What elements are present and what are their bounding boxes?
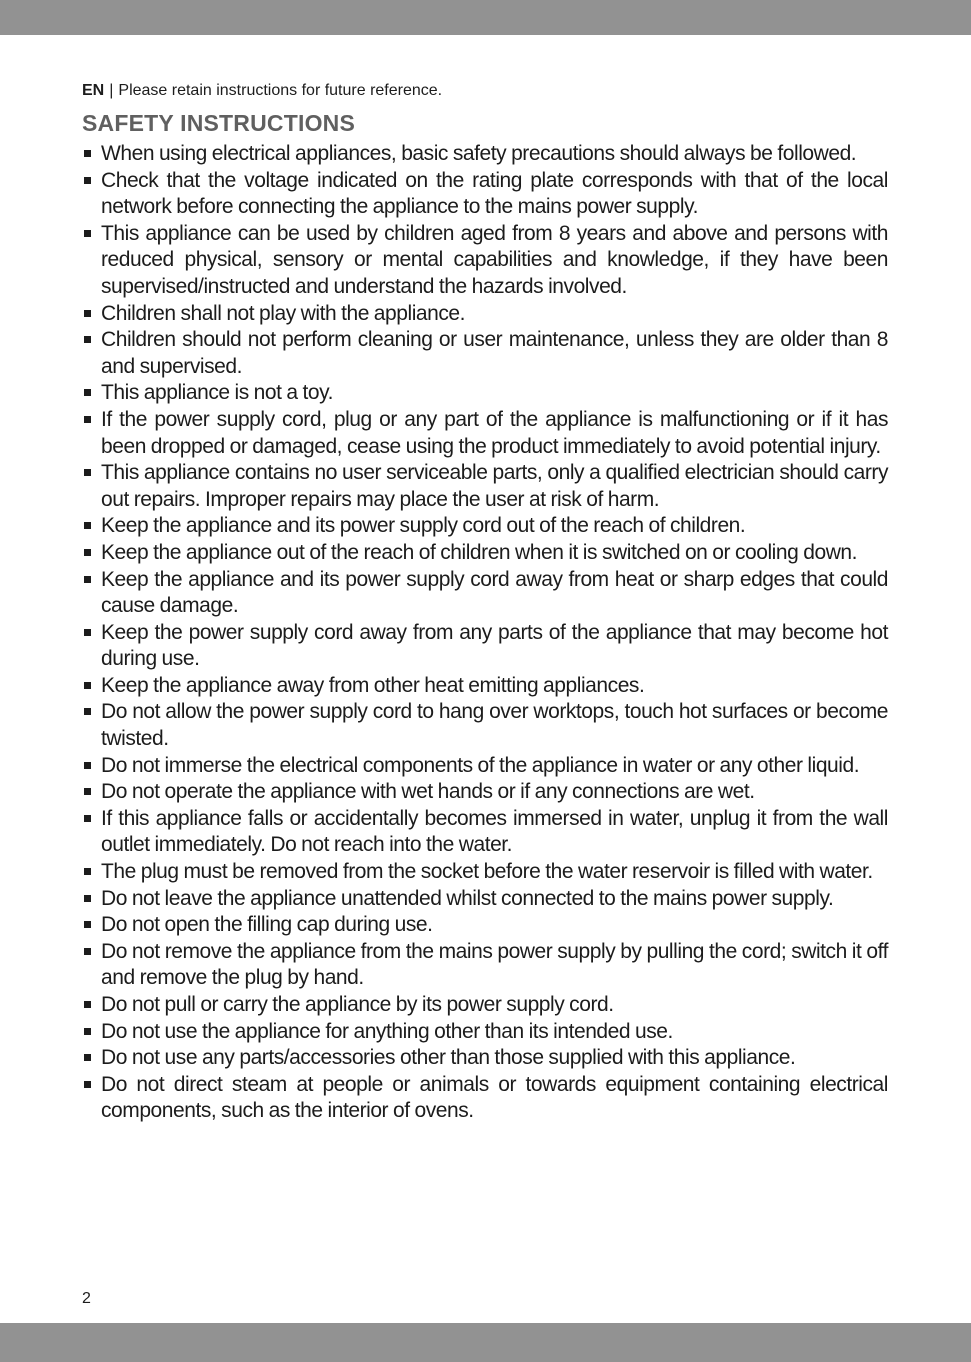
bullet-icon	[84, 576, 91, 583]
bullet-icon	[84, 1081, 91, 1088]
list-item	[82, 620, 888, 673]
bullet-icon	[84, 1054, 91, 1061]
bullet-icon	[84, 1001, 91, 1008]
page-number: 2	[82, 1290, 91, 1307]
list-item	[82, 912, 888, 939]
bullet-icon	[84, 310, 91, 317]
list-item	[82, 992, 888, 1019]
bullet-icon	[84, 549, 91, 556]
bullet-icon	[84, 708, 91, 715]
list-item-text: Keep the appliance away from other heat emitting appliances.	[101, 673, 645, 697]
bullet-icon	[84, 336, 91, 343]
list-item-text: Children shall not play with the appliance.	[101, 301, 466, 325]
list-item	[82, 221, 888, 301]
list-item	[82, 779, 888, 806]
list-item	[82, 939, 888, 992]
bullet-icon	[84, 815, 91, 822]
list-item	[82, 859, 888, 886]
bullet-icon	[84, 921, 91, 928]
bullet-icon	[84, 416, 91, 423]
list-item-text: When using electrical appliances, basic safety precautions should always be followed.	[101, 142, 857, 165]
list-item-text: Children should not perform cleaning or user maintenance, unless they are older than 8 and supervised.	[101, 328, 888, 378]
list-item	[82, 407, 888, 460]
bullet-icon	[84, 469, 91, 476]
list-item	[82, 460, 888, 513]
list-item-text: If the power supply cord, plug or any part of the appliance is malfunctioning or if it has been dropped or damaged, cease using the product immediately to avoid potential injury.	[101, 407, 888, 458]
bullet-icon	[84, 629, 91, 636]
bullet-icon	[84, 788, 91, 795]
list-item	[82, 1019, 888, 1046]
list-item-text: Do not pull or carry the appliance by its power supply cord.	[101, 993, 614, 1016]
list-item	[82, 699, 888, 752]
bullet-icon	[84, 522, 91, 529]
list-item-text: This appliance contains no user serviceable parts, only a qualified electrician should carry out repairs. Improper repairs may place the user at risk of harm.	[101, 461, 888, 511]
bullet-icon	[84, 389, 91, 396]
list-item	[82, 168, 888, 221]
list-item-text: Do not open the filling cap during use.	[101, 913, 433, 937]
list-item-text: Do not use the appliance for anything other than its intended use.	[101, 1019, 673, 1043]
section-title: SAFETY INSTRUCTIONS	[82, 110, 356, 136]
language-code: EN	[82, 82, 105, 99]
list-item	[82, 886, 888, 913]
bullet-icon	[84, 1028, 91, 1035]
bottom-band	[0, 1323, 971, 1362]
list-item	[82, 327, 888, 380]
retain-instructions-notice: Please retain instructions for future reference.	[118, 82, 443, 99]
list-item-text: Check that the voltage indicated on the rating plate corresponds with that of the local network before connecting the appliance to the mains power supply.	[101, 168, 888, 219]
list-item	[82, 1045, 888, 1072]
bullet-icon	[84, 682, 91, 689]
list-item	[82, 806, 888, 859]
bullet-icon	[84, 230, 91, 237]
list-item-text: Keep the appliance and its power supply cord out of the reach of children.	[101, 514, 746, 538]
bullet-icon	[84, 150, 91, 157]
bullet-icon	[84, 868, 91, 875]
bullet-icon	[84, 895, 91, 902]
language-separator: |	[109, 82, 114, 99]
bullet-icon	[84, 948, 91, 955]
list-item	[82, 540, 888, 567]
list-item	[82, 141, 888, 168]
list-item	[82, 673, 888, 700]
list-item	[82, 567, 888, 620]
list-item-text: Do not operate the appliance with wet hands or if any connections are wet.	[101, 780, 755, 804]
top-band	[0, 0, 971, 35]
list-item-text: If this appliance falls or accidentally becomes immersed in water, unplug it from the wall outlet immediately. Do not reach into the water.	[101, 806, 888, 857]
list-item-text: This appliance is not a toy.	[101, 381, 333, 405]
list-item-text: Do not remove the appliance from the mains power supply by pulling the cord; switch it off and remove the plug by hand.	[101, 939, 888, 990]
list-item-text: Do not leave the appliance unattended whilst connected to the mains power supply.	[101, 886, 834, 910]
list-item-text: Do not allow the power supply cord to hang over worktops, touch hot surfaces or become twisted.	[101, 700, 888, 751]
language-notice	[82, 80, 442, 102]
list-item-text: Do not immerse the electrical components of the appliance in water or any other liquid.	[101, 753, 860, 777]
list-item-text: Keep the power supply cord away from any parts of the appliance that may become hot during use.	[101, 620, 888, 671]
list-item-text: Do not direct steam at people or animals or towards equipment containing electrical components, such as the interior of ovens.	[101, 1072, 888, 1123]
list-item	[82, 513, 888, 540]
list-item-text: Do not use any parts/accessories other than those supplied with this appliance.	[101, 1046, 796, 1070]
list-item	[82, 753, 888, 780]
safety-instructions-list	[82, 141, 888, 1125]
list-item	[82, 301, 888, 328]
bullet-icon	[84, 177, 91, 184]
list-item-text: This appliance can be used by children aged from 8 years and above and persons with reduced physical, sensory or mental capabilities and knowledge, if they have been supervised/instructed and understand the hazards involved.	[101, 221, 888, 298]
list-item	[82, 1072, 888, 1125]
list-item-text: The plug must be removed from the socket before the water reservoir is filled with water.	[101, 860, 873, 884]
list-item-text: Keep the appliance and its power supply cord away from heat or sharp edges that could cause damage.	[101, 567, 888, 618]
bullet-icon	[84, 762, 91, 769]
list-item	[82, 380, 888, 407]
list-item-text: Keep the appliance out of the reach of children when it is switched on or cooling down.	[101, 540, 858, 564]
